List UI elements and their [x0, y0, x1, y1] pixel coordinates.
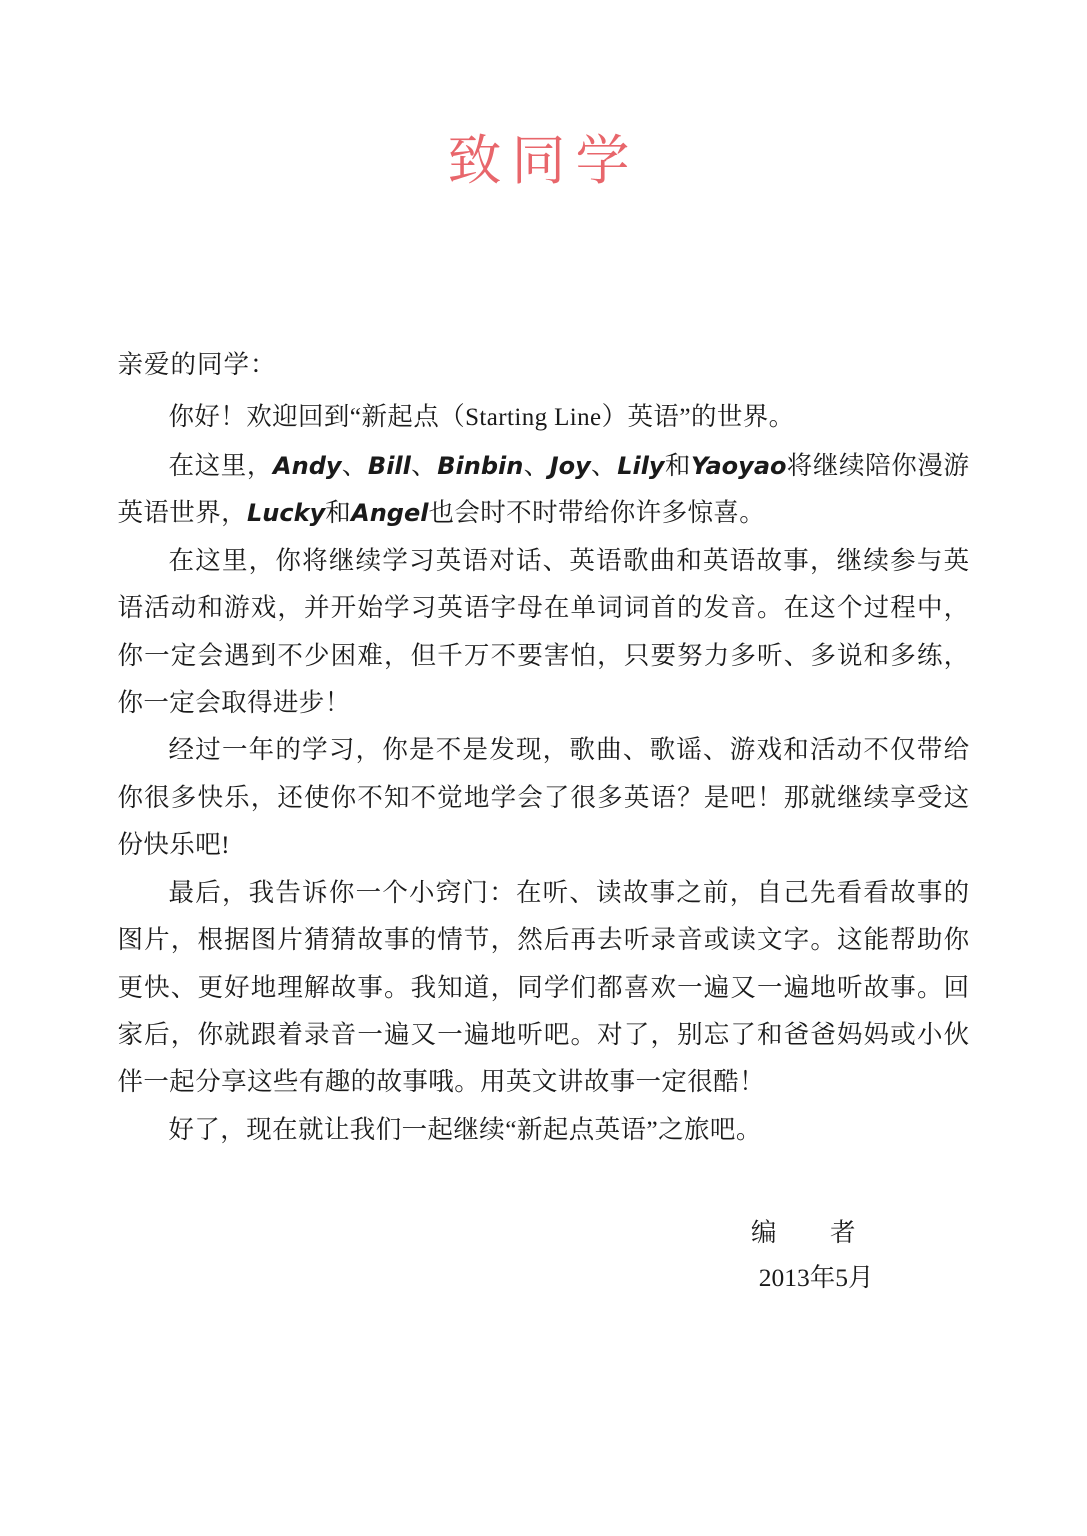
signature-block — [118, 1211, 970, 1300]
text-run: 将继续陪你漫游英语世界， — [117, 450, 970, 528]
latin-term: Starting Line — [465, 404, 602, 432]
character-name: Bill — [367, 451, 411, 480]
text-run: 、 — [523, 450, 550, 480]
text-run: ）英语”的世界。 — [601, 402, 795, 432]
text-run: 最后，我告诉你一个小窍门：在听、读故事之前，自己先看看故事的图片，根据图片猜猜故事的情节，然后再去听录音或读文字。这能帮助你更快、更好地理解故事。我知道，同学们都喜欢一遍又一遍地听故事。回家后，你就跟着录音一遍又一遍地听吧。对了，别忘了和爸爸妈妈或小伙伴一起分享这些有趣的故事哦。用英文讲故事一定很酷！ — [117, 877, 970, 1097]
paragraph — [118, 537, 970, 727]
paragraph — [118, 726, 970, 868]
paragraph — [118, 393, 970, 442]
signature-author: 编 者 — [750, 1218, 870, 1248]
signature-date: 2013年5月 — [758, 1262, 874, 1292]
paragraph-list — [118, 393, 970, 1153]
character-name: Yaoyao — [690, 451, 787, 480]
text-run: 和 — [325, 498, 352, 528]
text-run: 、 — [590, 450, 618, 480]
page-title: 致同学 — [447, 129, 640, 192]
character-name: Binbin — [437, 451, 524, 480]
text-run: 、 — [410, 450, 438, 480]
text-run: 和 — [664, 450, 691, 480]
salutation: 亲爱的同学： — [117, 350, 277, 379]
character-name: Angel — [351, 499, 429, 528]
text-run: 、 — [341, 450, 368, 480]
text-run: 在这里， — [168, 450, 274, 480]
document-body — [118, 195, 970, 1301]
text-run: 好了，现在就让我们一起继续“新起点英语”之旅吧。 — [168, 1114, 762, 1144]
character-name: Joy — [549, 451, 591, 480]
paragraph — [118, 869, 970, 1106]
text-run: 也会时不时带给你许多惊喜。 — [428, 498, 766, 528]
paragraph — [118, 442, 970, 537]
text-run: 你好！欢迎回到“新起点（ — [168, 402, 466, 432]
character-name: Lucky — [247, 499, 326, 528]
character-name: Lily — [617, 451, 665, 480]
text-run: 在这里，你将继续学习英语对话、英语歌曲和英语故事，继续参与英语活动和游戏，并开始学习英语字母在单词词首的发音。在这个过程中，你一定会遇到不少困难，但千万不要害怕，只要努力多听、多说和多练，你一定会取得进步！ — [117, 545, 970, 718]
text-run: 经过一年的学习，你是不是发现，歌曲、歌谣、游戏和活动不仅带给你很多快乐，还使你不知不觉地学会了很多英语？是吧！那就继续享受这份快乐吧! — [117, 735, 970, 860]
paragraph — [118, 1106, 970, 1153]
character-name: Andy — [273, 451, 342, 480]
